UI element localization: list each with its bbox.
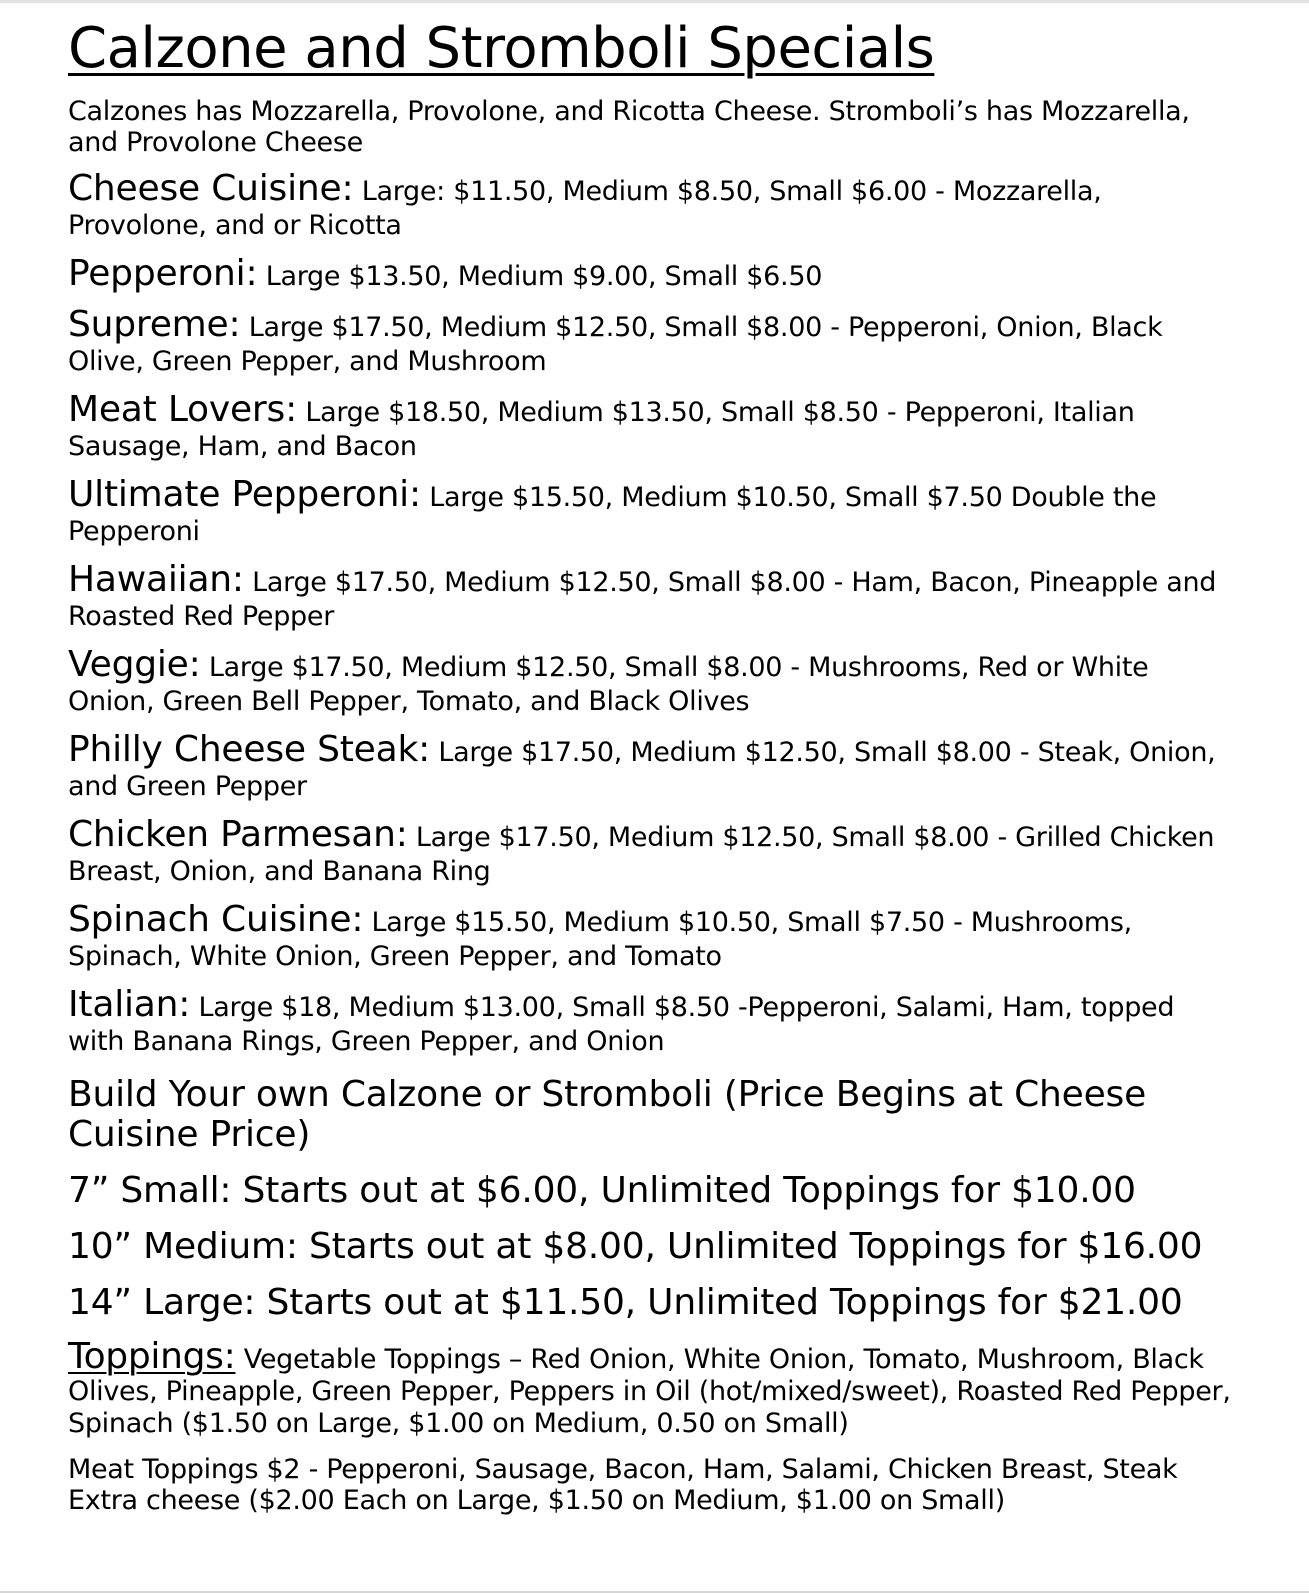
item-name: Supreme: <box>68 304 241 345</box>
item-details: Large: $11.50, Medium $8.50, Small $6.00 - Mozzarella, Provolone, and or Ricotta <box>68 176 1102 241</box>
item-name: Meat Lovers: <box>68 389 298 430</box>
item-name: Spinach Cuisine: <box>68 899 364 940</box>
item-name: Chicken Parmesan: <box>68 814 408 855</box>
size-medium-row: 10” Medium: Starts out at $8.00, Unlimited Toppings for $16.00 <box>68 1226 1203 1267</box>
size-small-row: 7” Small: Starts out at $6.00, Unlimited Toppings for $10.00 <box>68 1170 1136 1211</box>
menu-item-veggie <box>68 644 1238 719</box>
item-name: Italian: <box>68 984 191 1025</box>
menu-item-spinach-cuisine <box>68 899 1238 974</box>
item-name: Ultimate Pepperoni: <box>68 474 421 515</box>
size-large-row: 14” Large: Starts out at $11.50, Unlimited Toppings for $21.00 <box>68 1282 1183 1323</box>
toppings-label: Toppings: <box>68 1336 236 1377</box>
item-details: Large $17.50, Medium $12.50, Small $8.00 - Mushrooms, Red or White Onion, Green Bell Pepper, Tomato, and Black Olives <box>68 652 1149 717</box>
intro-text: Calzones has Mozzarella, Provolone, and Ricotta Cheese. Stromboli’s has Mozzarella, and Provolone Cheese <box>68 96 1190 158</box>
menu-item-supreme <box>68 304 1238 379</box>
menu-item-hawaiian <box>68 559 1238 634</box>
item-details: Large $17.50, Medium $12.50, Small $8.00 - Steak, Onion, and Green Pepper <box>68 737 1216 802</box>
item-details: Large $17.50, Medium $12.50, Small $8.00 - Pepperoni, Onion, Black Olive, Green Pepper, and Mushroom <box>68 312 1163 377</box>
specials-list <box>68 168 1238 1059</box>
item-details: Large $13.50, Medium $9.00, Small $6.50 <box>265 261 823 292</box>
toppings-section <box>68 1336 1238 1440</box>
menu-item-cheese-cuisine <box>68 168 1238 243</box>
menu-page <box>68 14 1238 1516</box>
meat-toppings-text: Meat Toppings $2 - Pepperoni, Sausage, Bacon, Ham, Salami, Chicken Breast, Steak <box>68 1454 1178 1485</box>
menu-item-meat-lovers <box>68 389 1238 464</box>
extra-cheese-text: Extra cheese ($2.00 Each on Large, $1.50 on Medium, $1.00 on Small) <box>68 1485 1005 1516</box>
item-details: Large $17.50, Medium $12.50, Small $8.00 - Ham, Bacon, Pineapple and Roasted Red Pepper <box>68 567 1217 632</box>
item-details: Large $15.50, Medium $10.50, Small $7.50 - Mushrooms, Spinach, White Onion, Green Pepper, and Tomato <box>68 907 1132 972</box>
meat-toppings-section <box>68 1454 1238 1516</box>
menu-item-philly-cheese-steak <box>68 729 1238 804</box>
top-divider <box>0 0 1309 3</box>
item-details: Large $17.50, Medium $12.50, Small $8.00 - Grilled Chicken Breast, Onion, and Banana Ring <box>68 822 1215 887</box>
item-details: Large $18.50, Medium $13.50, Small $8.50 - Pepperoni, Italian Sausage, Ham, and Bacon <box>68 397 1135 462</box>
item-details: Large $18, Medium $13.00, Small $8.50 -Pepperoni, Salami, Ham, topped with Banana Rings, Green Pepper, and Onion <box>68 992 1175 1057</box>
item-name: Philly Cheese Steak: <box>68 729 431 770</box>
menu-item-pepperoni <box>68 253 1238 294</box>
vegetable-toppings-text: Vegetable Toppings – Red Onion, White Onion, Tomato, Mushroom, Black Olives, Pineapple, Green Pepper, Peppers in Oil (hot/mixed/sweet), Roasted Red Pepper, Spinach ($1.50 on Large, $1.00 on Medium, 0.50 on Small) <box>68 1344 1231 1439</box>
menu-item-chicken-parmesan <box>68 814 1238 889</box>
page-title: Calzone and Stromboli Specials <box>68 16 935 81</box>
item-name: Veggie: <box>68 644 201 685</box>
menu-item-italian <box>68 984 1238 1059</box>
build-your-own-heading: Build Your own Calzone or Stromboli (Price Begins at Cheese Cuisine Price) <box>68 1074 1147 1155</box>
item-name: Cheese Cuisine: <box>68 168 354 209</box>
menu-item-ultimate-pepperoni <box>68 474 1238 549</box>
item-name: Pepperoni: <box>68 253 258 294</box>
item-name: Hawaiian: <box>68 559 244 600</box>
item-details: Large $15.50, Medium $10.50, Small $7.50 Double the Pepperoni <box>68 482 1157 547</box>
